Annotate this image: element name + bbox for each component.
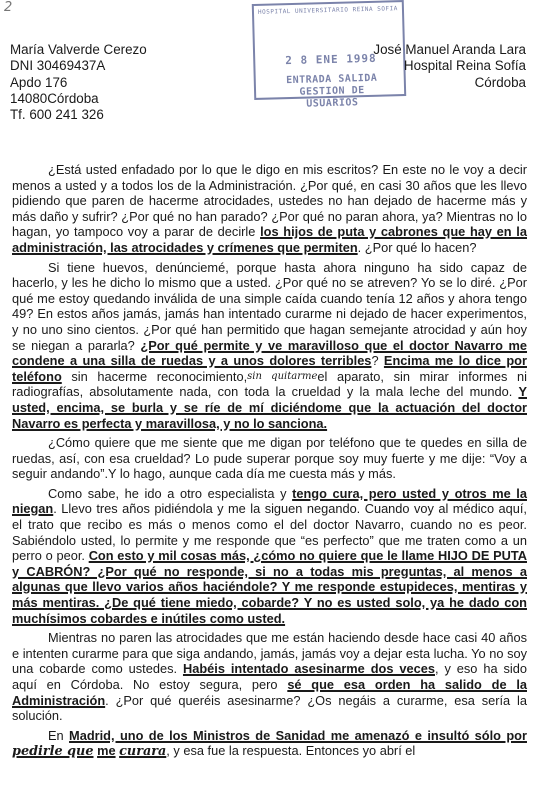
text: sin hacerme reconocimiento,: [61, 368, 248, 384]
text: . Llevo tres años pidiéndola y me la siguen negando. Cuando voy al médico aquí, el trato que recibo es más o menos como el del doctor Navarro, cuando no es peor. Sabiéndolo usted, lo permite y me responde que “es perfecto” que me traten como a un perro o peor.: [12, 501, 527, 564]
stamp-header: HOSPITAL UNIVERSITARIO REINA SOFIA: [257, 5, 398, 16]
paragraph-3: [12, 435, 527, 482]
text: , y eso ha sido aquí en Córdoba. No estoy segura, pero: [12, 661, 527, 692]
recipient-city: Córdoba: [474, 74, 526, 90]
sender-block: [10, 42, 147, 123]
recipient-name: José Manuel Aranda Lara: [373, 42, 526, 57]
handwritten-insertion: sin quitarme: [247, 370, 318, 382]
recipient-block: [373, 42, 526, 91]
text: , y esa fue la respuesta. Entonces yo abrí el: [166, 743, 416, 759]
stamp-entry-label: ENTRADA SALIDA: [285, 72, 378, 87]
paragraph-1: [12, 162, 527, 256]
text: En: [48, 727, 70, 743]
text: el aparato, sin mirar informes ni radiografías, absolutamente nada, con toda la crueldad y la mala leche del mundo.: [12, 368, 527, 400]
underlined-text: ¿Por qué permite y ve maravilloso que el doctor Navarro me condene a una silla de ruedas y a unos dolores terribles: [12, 337, 528, 369]
paragraph-2: [12, 260, 527, 432]
stamp-date: 2 8 ENE 1998: [285, 51, 377, 68]
text: Si tiene huevos, denúnciemé, porque hasta ahora ninguno ha sido capaz de hacerlo, y les he dicho lo mismo que a usted. ¿Por qué no se atreven? Yo se lo diré. ¿Por qué me estoy quedando inválida de una simple caída cuando tenía 12 años y ahora tengo 49? En estos años jamás, jamás han intentado curarme ni dejado de hacer experimentos, y no uno sino cientos. ¿Por qué han permitido que hagan semejante atrocidad y aún hoy se niegan a pararla?: [12, 259, 527, 353]
sender-apdo: Apdo 176: [10, 74, 68, 90]
underlined-text: tengo cura, pero usted y otros me la niegan: [12, 485, 527, 517]
page-number: 2: [4, 0, 13, 15]
underlined-text: sé que esa orden ha salido de la Administración: [12, 677, 527, 708]
recipient-hospital: Hospital Reina Sofía: [403, 58, 526, 74]
paragraph-5: [12, 630, 527, 724]
handwritten-insertion: curara: [119, 744, 167, 760]
text: Mientras no paren las atrocidades que me están haciendo desde hace casi 40 años e intenten curarme para que siga andando, jamás, jamás voy a dejar esta lucha. Yo no soy una cobarde como ustedes.: [12, 630, 527, 677]
stamp-dept-label: GESTION DE USUARIOS: [299, 85, 365, 110]
letter-body: [12, 162, 527, 764]
paragraph-6: [12, 728, 527, 760]
text: ¿Está usted enfadado por lo que le digo en mis escritos? En este no le voy a decir menos a usted y a todos los de la Administración. ¿Por qué, en casi 30 años que les llevo pidiendo que paren de hacerme atrocidades, ustedes no han dejado de hacerme más y más daño y sufrir? ¿Por qué no han parado? ¿Por qué no paran ahora, ya? Mientras no lo hagan, yo tampoco voy a parar de decirle: [12, 162, 527, 240]
sender-city: 14080Córdoba: [10, 90, 99, 106]
underlined-text: Con esto y mil cosas más, ¿cómo no quiere que le llame HIJO DE PUTA y CABRÓN? ¿Por qué no responde, si no a todas mis preguntas, al menos a algunas que llevo varios años haciéndole? Y me responde estupideces, mentiras y más mentiras. ¿De qué tiene miedo, cobarde? Y no es usted solo, ya he dado con muchísimos cobardes e inútiles como usted.: [12, 548, 527, 626]
underlined-text: Madrid, uno de los Ministros de Sanidad me amenazó e insultó sólo por: [69, 727, 527, 743]
text: ?: [371, 353, 384, 369]
underlined-text: los hijos de puta y cabrones que hay en la administración, las atrocidades y crímenes que permiten: [12, 224, 527, 255]
underlined-text: Encima me lo dice por teléfono: [12, 353, 527, 384]
handwritten-insertion: pedirle que: [12, 744, 94, 760]
sender-dni: DNI 30469437A: [10, 58, 106, 74]
underlined-text: me: [97, 743, 116, 759]
paragraph-4: [12, 486, 527, 626]
underlined-text: Habéis intentado asesinarme dos veces: [182, 661, 435, 677]
sender-name: María Valverde Cerezo: [10, 42, 147, 57]
text: . ¿Por qué lo hacen?: [357, 239, 477, 255]
text: Como sabe, he ido a otro especialista y: [48, 485, 293, 501]
text: . ¿Por qué queréis asesinarme? ¿Os negáis a curarme, esa sería la solución.: [12, 692, 527, 724]
text: ¿Cómo quiere que me siente que me digan por teléfono que te quedes en silla de ruedas, así, con esa crueldad? Lo pude superar porque soy muy fuerte y me dije: “Voy a seguir andando”.Y lo hago, aunque cada día me cuesta más y más.: [12, 435, 527, 482]
underlined-text: Y usted, encima, se burla y se ríe de mí diciéndome que la actuación del doctor Navarro es perfecta y maravillosa, y no lo sanciona.: [12, 384, 527, 431]
sender-phone: Tf. 600 241 326: [10, 107, 104, 123]
